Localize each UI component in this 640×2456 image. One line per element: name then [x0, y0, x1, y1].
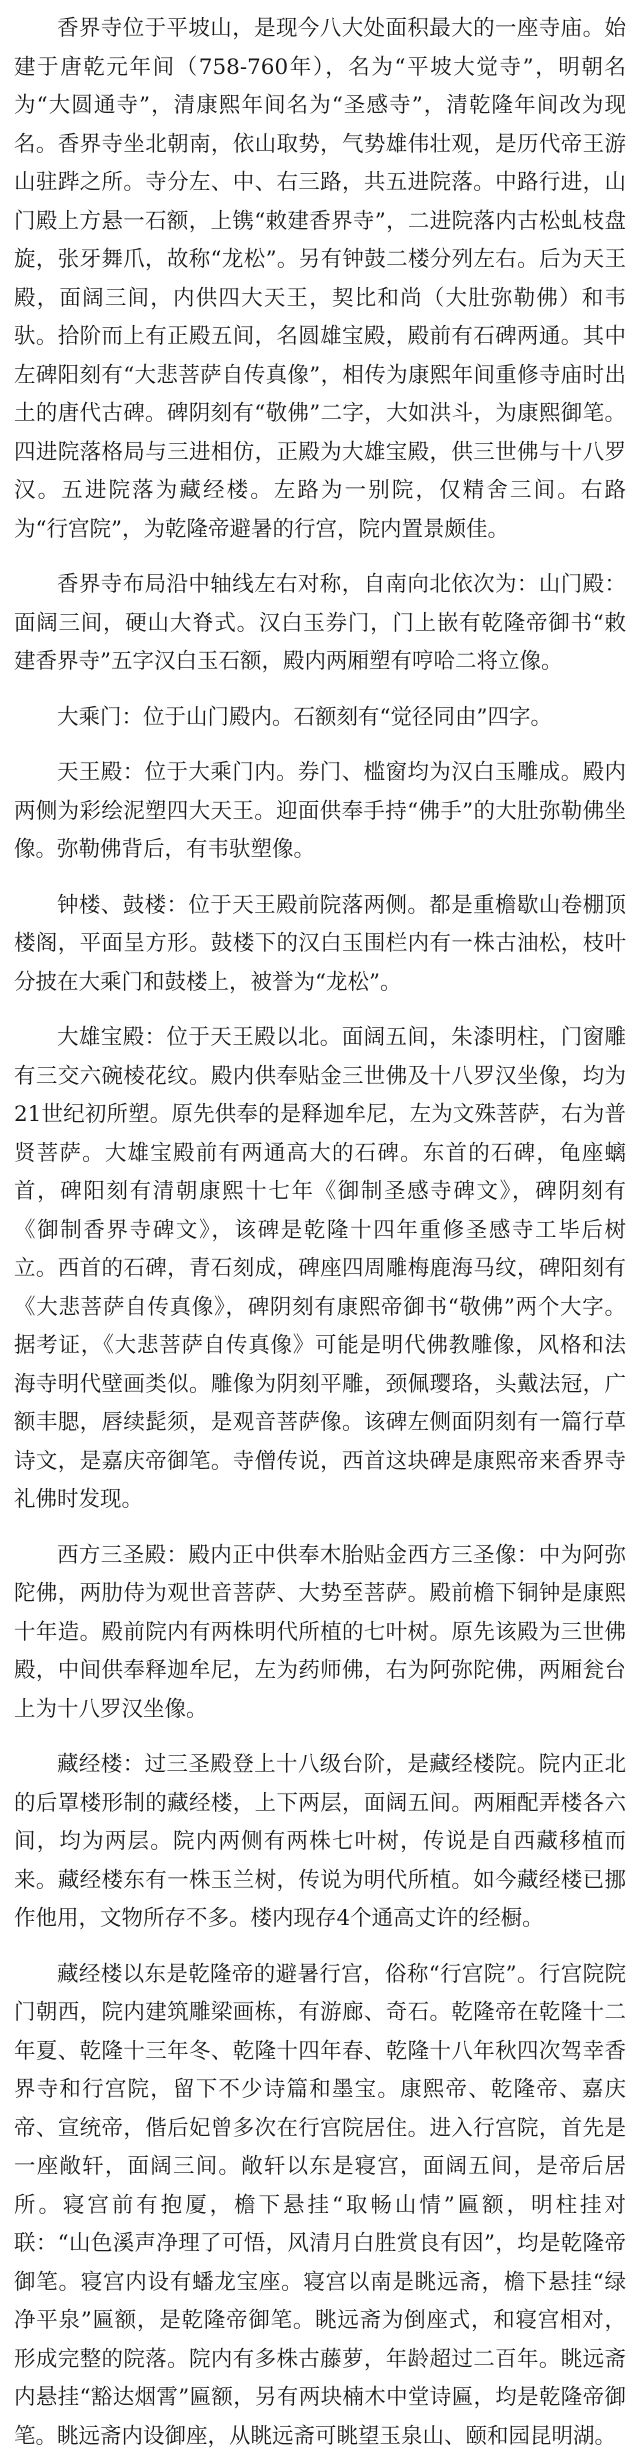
paragraph-mahavira-hall: 大雄宝殿：位于天王殿以北。面阔五间，朱漆明柱，门窗雕有三交六碗棱花纹。殿内供奉贴金三世佛及十八罗汉坐像，均为21世纪初所塑。原先供奉的是释迦牟尼，左为文殊菩萨，右为普贤菩萨。大雄宝殿前有两通高大的石碑。东首的石碑，龟座螭首，碑阳刻有清朝康熙十七年《御制圣感寺碑文》，碑阴刻有《御制香界寺碑文》，该碑是乾隆十四年重修圣感寺工毕后树立。西首的石碑，青石刻成，碑座四周雕梅鹿海马纹，碑阳刻有《大悲菩萨自传真像》，碑阴刻有康熙帝御书“敬佛”两个大字。据考证，《大悲菩萨自传真像》可能是明代佛教雕像，风格和法海寺明代壁画类似。雕像为阴刻平雕，颈佩璎珞，头戴法冠，广额丰腮，唇续髭须，是观音菩萨像。该碑左侧面阴刻有一篇行草诗文，是嘉庆帝御笔。寺僧传说，西首这块碑是康熙帝来香界寺礼佛时发现。 [14, 1019, 626, 1520]
paragraph-intro: 香界寺位于平坡山，是现今八大处面积最大的一座寺庙。始建于唐乾元年间（758-760年），名为“平坡大觉寺”，明朝名为“大圆通寺”，清康熙年间名为“圣感寺”，清乾隆年间改为现名。香界寺坐北朝南，依山取势，气势雄伟壮观，是历代帝王游山驻跸之所。寺分左、中、右三路，共五进院落。中路行进，山门殿上方悬一石额，上镌“敕建香界寺”，二进院落内古松虬枝盘旋，张牙舞爪，故称“龙松”。另有钟鼓二楼分列左右。后为天王殿，面阔三间，内供四大天王，契比和尚（大肚弥勒佛）和韦驮。拾阶而上有正殿五间，名圆雄宝殿，殿前有石碑两通。其中左碑阳刻有“大悲菩萨自传真像”，相传为康熙年间重修寺庙时出土的唐代古碑。碑阴刻有“敬佛”二字，大如洪斗，为康熙御笔。四进院落格局与三进相仿，正殿为大雄宝殿，供三世佛与十八罗汉。五进院落为藏经楼。左路为一别院，仅精舍三间。右路为“行宫院”，为乾隆帝避暑的行宫，院内置景颇佳。 [14, 10, 626, 549]
paragraph-heavenly-kings-hall: 天王殿：位于大乘门内。券门、槛窗均为汉白玉雕成。殿内两侧为彩绘泥塑四大天王。迎面供奉手持“佛手”的大肚弥勒佛坐像。弥勒佛背后，有韦驮塑像。 [14, 754, 626, 870]
paragraph-three-saints-hall: 西方三圣殿：殿内正中供奉木胎贴金西方三圣像：中为阿弥陀佛，两肋侍为观世音菩萨、大势至菩萨。殿前檐下铜钟是康熙十年造。殿前院内有两株明代所植的七叶树。原先该殿为三世佛殿，中间供奉释迦牟尼，左为药师佛，右为阿弥陀佛，两厢瓮台上为十八罗汉坐像。 [14, 1537, 626, 1730]
paragraph-bell-drum-towers: 钟楼、鼓楼：位于天王殿前院落两侧。都是重檐歇山卷棚顶楼阁，平面呈方形。鼓楼下的汉白玉围栏内有一株古油松，枝叶分披在大乘门和鼓楼上，被誉为“龙松”。 [14, 887, 626, 1003]
paragraph-imperial-palace-court: 藏经楼以东是乾隆帝的避暑行宫，俗称“行宫院”。行宫院院门朝西，院内建筑雕梁画栋，有游廊、奇石。乾隆帝在乾隆十二年夏、乾隆十三年冬、乾隆十四年春、乾隆十八年秋四次驾幸香界寺和行宫院，留下不少诗篇和墨宝。康熙帝、乾隆帝、嘉庆帝、宣统帝，偕后妃曾多次在行宫院居住。进入行宫院，首先是一座敞轩，面阔三间。敞轩以东是寝宫，面阔五间，是帝后居所。寝宫前有抱厦，檐下悬挂“取畅山情”匾额，明柱挂对联：“山色溪声净理了可悟，风清月白胜赏良有因”，均是乾隆帝御笔。寝宫内设有蟠龙宝座。寝宫以南是眺远斋，檐下悬挂“绿净平泉”匾额，是乾隆帝御笔。眺远斋为倒座式，和寝宫相对，形成完整的院落。院内有多株古藤萝，年龄超过二百年。眺远斋内悬挂“豁达烟霄”匾额，另有两块楠木中堂诗匾，均是乾隆帝御笔。眺远斋内设御座，从眺远斋可眺望玉泉山、颐和园昆明湖。 [14, 1956, 626, 2456]
paragraph-layout-gate-hall: 香界寺布局沿中轴线左右对称，自南向北依次为：山门殿：面阔三间，硬山大脊式。汉白玉券门，门上嵌有乾隆帝御书“敕建香界寺”五字汉白玉石额，殿内两厢塑有哼哈二将立像。 [14, 566, 626, 682]
paragraph-dacheng-gate: 大乘门：位于山门殿内。石额刻有“觉径同由”四字。 [14, 699, 626, 738]
paragraph-sutra-library: 藏经楼：过三圣殿登上十八级台阶，是藏经楼院。院内正北的后罩楼形制的藏经楼，上下两层，面阔五间。两厢配弄楼各六间，均为两层。院内两侧有两株七叶树，传说是自西藏移植而来。藏经楼东有一株玉兰树，传说为明代所植。如今藏经楼已挪作他用，文物所存不多。楼内现存4个通高丈许的经橱。 [14, 1746, 626, 1939]
